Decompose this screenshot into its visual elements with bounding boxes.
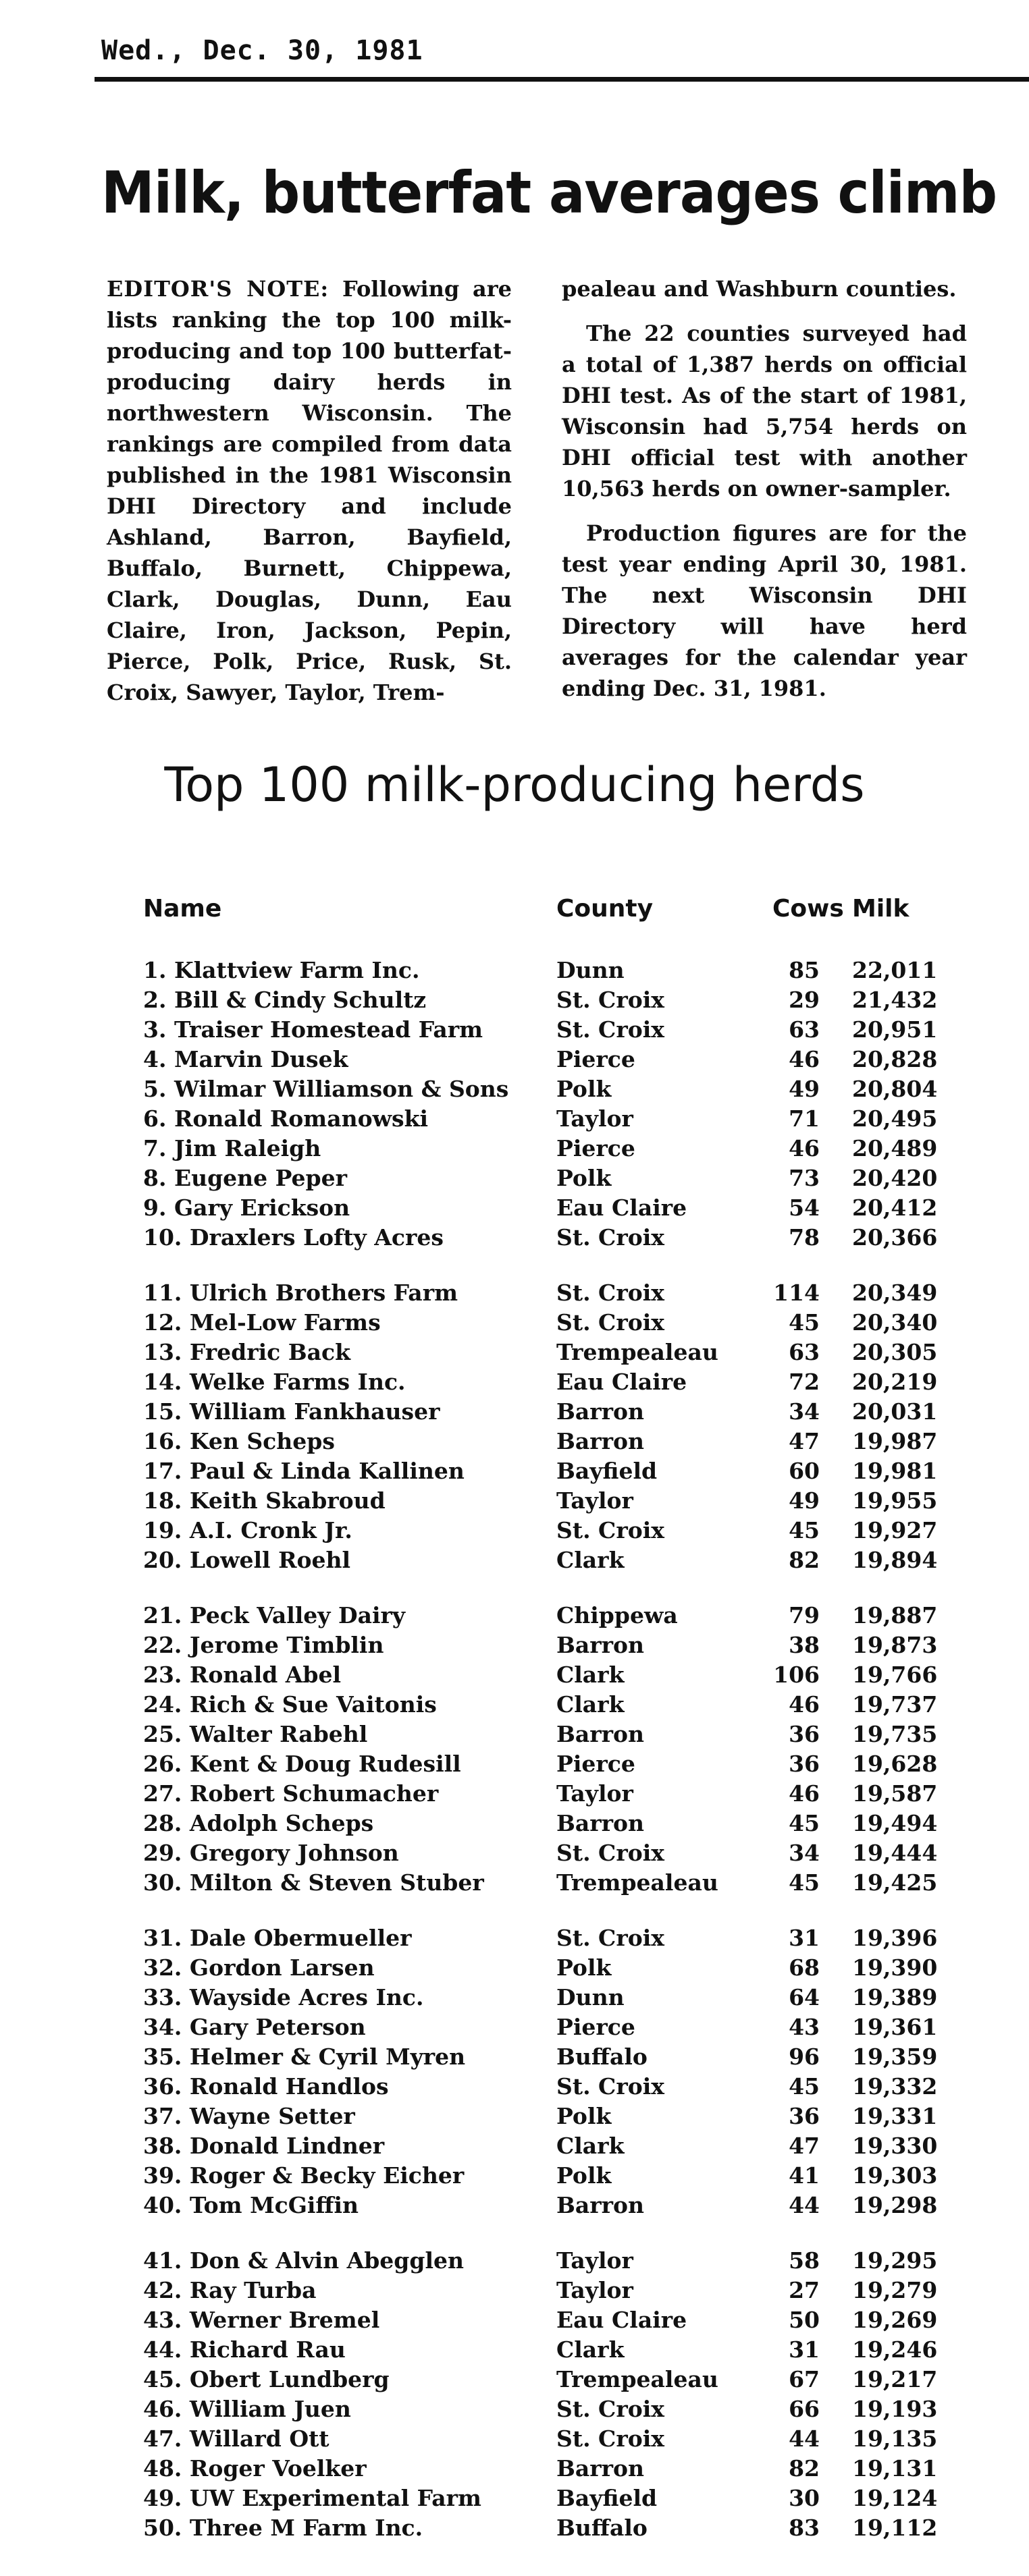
- herd-milk: 20,412: [852, 1195, 938, 1221]
- herd-county: Dunn: [556, 1984, 625, 2010]
- table-row: [143, 1953, 987, 1983]
- table-row: [143, 1545, 987, 1575]
- herd-milk: 19,737: [852, 1691, 938, 1718]
- herd-county: Barron: [556, 1721, 645, 1747]
- herd-county: Buffalo: [556, 2515, 648, 2541]
- herd-county: St. Croix: [556, 1280, 664, 1306]
- herd-milk: 20,340: [852, 1309, 938, 1336]
- herd-cows: 63: [789, 1016, 820, 1043]
- table-row: [143, 2246, 987, 2276]
- herd-county: St. Croix: [556, 2426, 664, 2452]
- herd-name: 22. Jerome Timblin: [143, 1632, 384, 1658]
- herd-county: Bayfield: [556, 1458, 658, 1484]
- table-row: [143, 1427, 987, 1456]
- editors-note: [107, 273, 512, 708]
- herd-name: 49. UW Experimental Farm: [143, 2485, 481, 2511]
- herd-county: St. Croix: [556, 1925, 664, 1951]
- herd-name: 27. Robert Schumacher: [143, 1780, 439, 1807]
- table-title: Top 100 milk-producing herds: [164, 757, 865, 813]
- herd-cows: 96: [789, 2044, 820, 2070]
- table-row: [143, 2161, 987, 2191]
- herd-county: St. Croix: [556, 1309, 664, 1336]
- herd-milk: 19,332: [852, 2073, 938, 2100]
- herd-cows: 68: [789, 1954, 820, 1981]
- herd-county: Bayfield: [556, 2485, 658, 2511]
- herd-cows: 47: [789, 2133, 820, 2159]
- herd-cows: 45: [789, 1309, 820, 1336]
- intro-right-column: [562, 273, 967, 704]
- herd-cows: 36: [789, 2103, 820, 2129]
- herd-cows: 45: [789, 1517, 820, 1543]
- herd-county: Trempealeau: [556, 1339, 718, 1365]
- herd-name: 1. Klattview Farm Inc.: [143, 957, 420, 983]
- herd-name: 20. Lowell Roehl: [143, 1547, 351, 1573]
- header-county: County: [556, 895, 654, 923]
- herd-county: Pierce: [556, 1135, 635, 1161]
- herd-county: Eau Claire: [556, 1195, 687, 1221]
- herd-name: 16. Ken Scheps: [143, 1428, 335, 1454]
- herd-milk: 19,981: [852, 1458, 938, 1484]
- herd-name: 2. Bill & Cindy Schultz: [143, 987, 427, 1013]
- herd-cows: 73: [789, 1165, 820, 1191]
- herd-cows: 54: [789, 1195, 820, 1221]
- table-row: [143, 1630, 987, 1660]
- herd-cows: 27: [789, 2277, 820, 2303]
- herd-county: Clark: [556, 1691, 625, 1718]
- table-row: [143, 985, 987, 1015]
- herd-cows: 106: [773, 1662, 820, 1688]
- herd-name: 33. Wayside Acres Inc.: [143, 1984, 424, 2010]
- herd-county: Barron: [556, 1632, 645, 1658]
- herd-county: St. Croix: [556, 2396, 664, 2422]
- herd-name: 3. Traiser Homestead Farm: [143, 1016, 483, 1043]
- table-row: [143, 1779, 987, 1809]
- herd-county: Trempealeau: [556, 2366, 718, 2392]
- herd-county: Polk: [556, 1165, 612, 1191]
- herd-cows: 44: [789, 2192, 820, 2218]
- header-rule: [95, 77, 1029, 82]
- herd-milk: 19,217: [852, 2366, 938, 2392]
- intro-paragraph-continued: pealeau and Washburn counties.: [562, 276, 957, 302]
- intro-paragraph-production: Production figures are for the test year ending April 30, 1981. The next Wisconsin DHI Directory will have herd averages for the calendar year ending Dec. 31, 1981.: [562, 520, 967, 701]
- table-row: [143, 1601, 987, 1630]
- herd-cows: 30: [789, 2485, 820, 2511]
- herd-milk: 19,587: [852, 1780, 938, 1807]
- herd-milk: 19,298: [852, 2192, 938, 2218]
- herd-name: 43. Werner Bremel: [143, 2307, 380, 2333]
- herd-milk: 19,873: [852, 1632, 938, 1658]
- herd-cows: 47: [789, 1428, 820, 1454]
- herd-cows: 46: [789, 1135, 820, 1161]
- herd-milk: 19,887: [852, 1602, 938, 1628]
- herd-name: 12. Mel-Low Farms: [143, 1309, 381, 1336]
- herd-milk: 19,444: [852, 1840, 938, 1866]
- herd-county: Barron: [556, 1810, 645, 1836]
- herd-name: 7. Jim Raleigh: [143, 1135, 321, 1161]
- herd-cows: 46: [789, 1691, 820, 1718]
- table-row: [143, 1134, 987, 1163]
- herd-cows: 45: [789, 1810, 820, 1836]
- header-cows: Cows: [772, 895, 844, 923]
- table-row: [143, 1809, 987, 1838]
- herd-cows: 50: [789, 2307, 820, 2333]
- table-row: [143, 1163, 987, 1193]
- herd-milk: 20,305: [852, 1339, 938, 1365]
- herd-name: 6. Ronald Romanowski: [143, 1105, 428, 1132]
- herd-county: Clark: [556, 2336, 625, 2363]
- herd-milk: 20,828: [852, 1046, 938, 1072]
- herd-name: 38. Donald Lindner: [143, 2133, 385, 2159]
- herd-name: 13. Fredric Back: [143, 1339, 350, 1365]
- table-row: [143, 1104, 987, 1134]
- table-row: [143, 2276, 987, 2305]
- table-row: [143, 1278, 987, 1308]
- table-row: [143, 1720, 987, 1749]
- herd-milk: 19,269: [852, 2307, 938, 2333]
- herd-county: Taylor: [556, 2277, 633, 2303]
- table-row: [143, 2513, 987, 2543]
- herd-name: 14. Welke Farms Inc.: [143, 1369, 406, 1395]
- herd-milk: 20,951: [852, 1016, 938, 1043]
- herd-county: Taylor: [556, 1780, 633, 1807]
- table-row: [143, 2102, 987, 2131]
- herd-name: 19. A.I. Cronk Jr.: [143, 1517, 352, 1543]
- herd-name: 28. Adolph Scheps: [143, 1810, 374, 1836]
- herd-cows: 43: [789, 2014, 820, 2040]
- herd-milk: 19,331: [852, 2103, 938, 2129]
- table-row: [143, 1397, 987, 1427]
- herd-county: Taylor: [556, 1487, 633, 1514]
- table-row: [143, 1868, 987, 1898]
- table-row: [143, 1308, 987, 1338]
- herd-name: 41. Don & Alvin Abegglen: [143, 2247, 464, 2274]
- herd-name: 42. Ray Turba: [143, 2277, 317, 2303]
- header-name: Name: [143, 895, 222, 923]
- herd-name: 10. Draxlers Lofty Acres: [143, 1224, 444, 1251]
- herd-name: 48. Roger Voelker: [143, 2455, 367, 2482]
- herd-milk: 19,955: [852, 1487, 938, 1514]
- herd-cows: 71: [789, 1105, 820, 1132]
- herd-name: 4. Marvin Dusek: [143, 1046, 348, 1072]
- herd-county: St. Croix: [556, 1517, 664, 1543]
- herd-name: 50. Three M Farm Inc.: [143, 2515, 423, 2541]
- herd-county: St. Croix: [556, 2073, 664, 2100]
- table-row: [143, 2042, 987, 2072]
- herd-cows: 29: [789, 987, 820, 1013]
- herd-cows: 31: [789, 1925, 820, 1951]
- table-row: [143, 1193, 987, 1223]
- herd-county: Eau Claire: [556, 2307, 687, 2333]
- herd-milk: 19,131: [852, 2455, 938, 2482]
- herd-county: Clark: [556, 2133, 625, 2159]
- herd-cows: 60: [789, 1458, 820, 1484]
- herd-county: Buffalo: [556, 2044, 648, 2070]
- herd-milk: 19,396: [852, 1925, 938, 1951]
- table-row: [143, 1516, 987, 1545]
- herd-name: 9. Gary Erickson: [143, 1195, 350, 1221]
- herd-county: St. Croix: [556, 987, 664, 1013]
- herd-cows: 82: [789, 2455, 820, 2482]
- table-row: [143, 1045, 987, 1074]
- herd-cows: 72: [789, 1369, 820, 1395]
- table-row: [143, 1338, 987, 1367]
- herd-cows: 49: [789, 1487, 820, 1514]
- herd-milk: 19,987: [852, 1428, 938, 1454]
- herd-milk: 19,390: [852, 1954, 938, 1981]
- herd-county: Pierce: [556, 2014, 635, 2040]
- headline: Milk, butterfat averages climb: [101, 159, 997, 227]
- herd-milk: 19,112: [852, 2515, 938, 2541]
- herd-name: 26. Kent & Doug Rudesill: [143, 1751, 461, 1777]
- herd-milk: 20,031: [852, 1398, 938, 1425]
- table-header: [143, 895, 987, 929]
- herd-milk: 19,124: [852, 2485, 938, 2511]
- herd-cows: 34: [789, 1398, 820, 1425]
- herd-name: 31. Dale Obermueller: [143, 1925, 412, 1951]
- herd-name: 34. Gary Peterson: [143, 2014, 366, 2040]
- herd-cows: 36: [789, 1751, 820, 1777]
- herd-name: 17. Paul & Linda Kallinen: [143, 1458, 465, 1484]
- herd-county: Trempealeau: [556, 1869, 718, 1896]
- herd-milk: 19,246: [852, 2336, 938, 2363]
- herd-name: 11. Ulrich Brothers Farm: [143, 1280, 458, 1306]
- table-row: [143, 2131, 987, 2161]
- intro-left-column: [107, 273, 512, 708]
- table-row: [143, 2484, 987, 2513]
- herd-county: Taylor: [556, 2247, 633, 2274]
- herd-county: St. Croix: [556, 1840, 664, 1866]
- herd-county: Eau Claire: [556, 1369, 687, 1395]
- table-row: [143, 1074, 987, 1104]
- herd-milk: 20,366: [852, 1224, 938, 1251]
- herd-name: 30. Milton & Steven Stuber: [143, 1869, 484, 1896]
- herd-county: Barron: [556, 2455, 645, 2482]
- herd-name: 32. Gordon Larsen: [143, 1954, 375, 1981]
- herd-county: Dunn: [556, 957, 625, 983]
- herd-name: 47. Willard Ott: [143, 2426, 329, 2452]
- table-row: [143, 2072, 987, 2102]
- herd-cows: 83: [789, 2515, 820, 2541]
- herd-milk: 20,489: [852, 1135, 938, 1161]
- herd-cows: 34: [789, 1840, 820, 1866]
- herd-county: Polk: [556, 2162, 612, 2189]
- intro-paragraph-counties: The 22 counties surveyed had a total of 1,387 herds on official DHI test. As of the start of 1981, Wisconsin had 5,754 herds on DHI official test with another 10,563 herds on owner-sampler.: [562, 321, 967, 501]
- herd-cows: 31: [789, 2336, 820, 2363]
- table-row: [143, 2424, 987, 2454]
- header-milk: Milk: [852, 895, 909, 923]
- herd-milk: 21,432: [852, 987, 938, 1013]
- herd-milk: 20,495: [852, 1105, 938, 1132]
- herd-cows: 36: [789, 1721, 820, 1747]
- herd-name: 35. Helmer & Cyril Myren: [143, 2044, 466, 2070]
- herd-cows: 38: [789, 1632, 820, 1658]
- herd-county: Polk: [556, 1954, 612, 1981]
- herd-cows: 63: [789, 1339, 820, 1365]
- herd-milk: 22,011: [852, 957, 938, 983]
- herd-county: Polk: [556, 2103, 612, 2129]
- herd-milk: 19,193: [852, 2396, 938, 2422]
- herd-cows: 85: [789, 957, 820, 983]
- herd-cows: 78: [789, 1224, 820, 1251]
- herd-milk: 19,735: [852, 1721, 938, 1747]
- herd-county: Pierce: [556, 1046, 635, 1072]
- herd-county: St. Croix: [556, 1016, 664, 1043]
- herd-milk: 19,330: [852, 2133, 938, 2159]
- herd-county: St. Croix: [556, 1224, 664, 1251]
- herd-name: 44. Richard Rau: [143, 2336, 346, 2363]
- herd-county: Chippewa: [556, 1602, 678, 1628]
- herd-name: 15. William Fankhauser: [143, 1398, 440, 1425]
- table-row: [143, 2394, 987, 2424]
- herd-cows: 44: [789, 2426, 820, 2452]
- table-row: [143, 2454, 987, 2484]
- table-row: [143, 1983, 987, 2012]
- herd-name: 45. Obert Lundberg: [143, 2366, 390, 2392]
- herd-county: Barron: [556, 1398, 645, 1425]
- herd-cows: 46: [789, 1046, 820, 1072]
- table-row: [143, 1838, 987, 1868]
- herd-milk: 19,628: [852, 1751, 938, 1777]
- herd-name: 37. Wayne Setter: [143, 2103, 355, 2129]
- herd-milk: 19,295: [852, 2247, 938, 2274]
- herd-name: 8. Eugene Peper: [143, 1165, 348, 1191]
- herd-name: 46. William Juen: [143, 2396, 351, 2422]
- herd-cows: 67: [789, 2366, 820, 2392]
- table-row: [143, 1015, 987, 1045]
- table-row: [143, 956, 987, 985]
- herd-cows: 79: [789, 1602, 820, 1628]
- herd-milk: 20,804: [852, 1076, 938, 1102]
- herd-milk: 19,894: [852, 1547, 938, 1573]
- herd-name: 23. Ronald Abel: [143, 1662, 342, 1688]
- herd-milk: 19,927: [852, 1517, 938, 1543]
- herd-county: Barron: [556, 2192, 645, 2218]
- herd-milk: 19,389: [852, 1984, 938, 2010]
- herd-table: [143, 956, 987, 2543]
- herd-milk: 20,219: [852, 1369, 938, 1395]
- table-row: [143, 1223, 987, 1253]
- herd-milk: 20,349: [852, 1280, 938, 1306]
- herd-milk: 19,766: [852, 1662, 938, 1688]
- herd-milk: 19,279: [852, 2277, 938, 2303]
- herd-milk: 19,135: [852, 2426, 938, 2452]
- table-row: [143, 2191, 987, 2220]
- editors-note-label: EDITOR'S NOTE:: [107, 276, 329, 302]
- herd-county: Clark: [556, 1547, 625, 1573]
- herd-name: 21. Peck Valley Dairy: [143, 1602, 406, 1628]
- table-row: [143, 1690, 987, 1720]
- herd-milk: 19,494: [852, 1810, 938, 1836]
- herd-cows: 66: [789, 2396, 820, 2422]
- herd-name: 39. Roger & Becky Eicher: [143, 2162, 465, 2189]
- herd-cows: 49: [789, 1076, 820, 1102]
- herd-county: Taylor: [556, 1105, 633, 1132]
- herd-county: Polk: [556, 1076, 612, 1102]
- table-row: [143, 2335, 987, 2365]
- herd-milk: 19,361: [852, 2014, 938, 2040]
- herd-name: 5. Wilmar Williamson & Sons: [143, 1076, 509, 1102]
- table-row: [143, 1660, 987, 1690]
- herd-name: 18. Keith Skabroud: [143, 1487, 386, 1514]
- herd-milk: 19,359: [852, 2044, 938, 2070]
- herd-cows: 82: [789, 1547, 820, 1573]
- herd-cows: 45: [789, 2073, 820, 2100]
- herd-milk: 20,420: [852, 1165, 938, 1191]
- table-row: [143, 2012, 987, 2042]
- herd-cows: 64: [789, 1984, 820, 2010]
- herd-name: 29. Gregory Johnson: [143, 1840, 399, 1866]
- herd-name: 25. Walter Rabehl: [143, 1721, 368, 1747]
- herd-cows: 41: [789, 2162, 820, 2189]
- table-row: [143, 1367, 987, 1397]
- herd-cows: 45: [789, 1869, 820, 1896]
- table-row: [143, 2365, 987, 2394]
- editors-note-text: Following are lists ranking the top 100 milk-producing and top 100 butterfat-producing dairy herds in northwestern Wisconsin. The rankings are compiled from data published in the 1981 Wisconsin DHI Directory and include Ashland, Barron, Bayfield, Buffalo, Burnett, Chippewa, Clark, Douglas, Dunn, Eau Claire, Iron, Jackson, Pepin, Pierce, Polk, Price, Rusk, St. Croix, Sawyer, Taylor, Trem-: [107, 276, 512, 705]
- herd-milk: 19,303: [852, 2162, 938, 2189]
- herd-name: 24. Rich & Sue Vaitonis: [143, 1691, 437, 1718]
- herd-name: 36. Ronald Handlos: [143, 2073, 389, 2100]
- herd-milk: 19,425: [852, 1869, 938, 1896]
- herd-cows: 58: [789, 2247, 820, 2274]
- table-row: [143, 1923, 987, 1953]
- herd-county: Barron: [556, 1428, 645, 1454]
- herd-county: Pierce: [556, 1751, 635, 1777]
- table-row: [143, 2305, 987, 2335]
- table-row: [143, 1486, 987, 1516]
- herd-name: 40. Tom McGiffin: [143, 2192, 359, 2218]
- table-row: [143, 1456, 987, 1486]
- herd-cows: 46: [789, 1780, 820, 1807]
- herd-county: Clark: [556, 1662, 625, 1688]
- dateline: Wed., Dec. 30, 1981: [101, 35, 423, 66]
- table-row: [143, 1749, 987, 1779]
- herd-cows: 114: [773, 1280, 820, 1306]
